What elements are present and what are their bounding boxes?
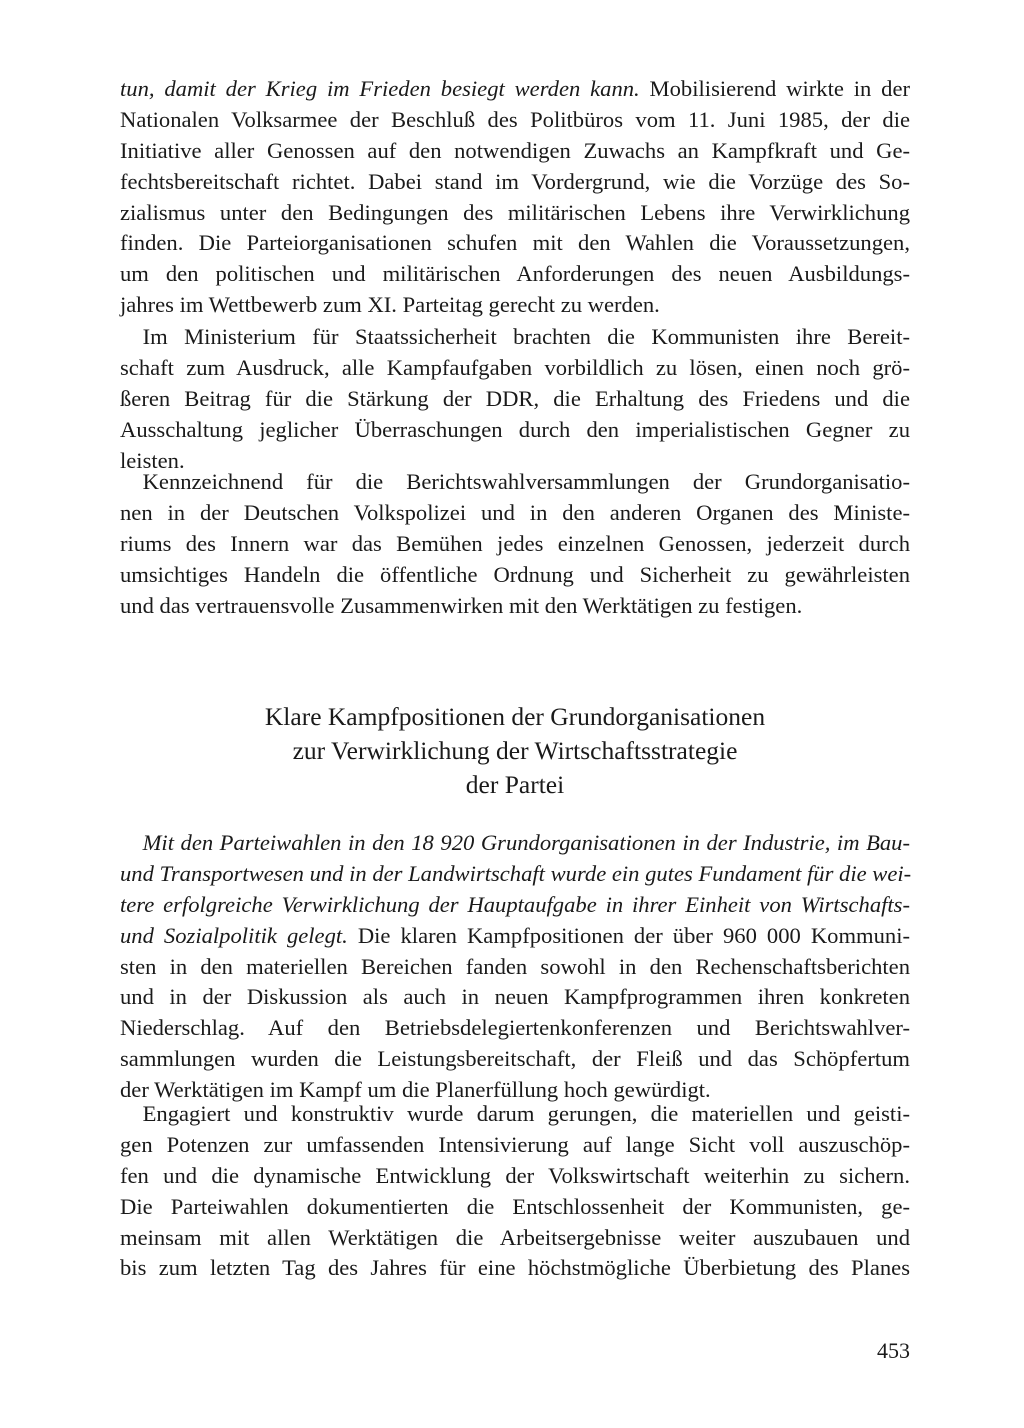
- paragraph-section-intro: [120, 828, 910, 1106]
- text-line: und das vertrauensvolle Zusammenwirken mit den Werktätigen zu festigen.: [120, 592, 803, 618]
- heading-line: zur Verwirklichung der Wirtschaftsstrategie: [292, 736, 738, 765]
- text-line: sammlungen wurden die Leistungsbereitschaft, der Fleiß und das Schöpfertum: [120, 1046, 910, 1072]
- text-line: Ausschaltung jeglicher Überraschungen durch den imperialistischen Gegner zu: [120, 416, 910, 442]
- text-line: riums des Innern war das Bemühen jedes einzelnen Genossen, jederzeit durch: [120, 530, 910, 556]
- text-line: sten in den materiellen Bereichen fanden sowohl in den Rechenschaftsberichten: [120, 953, 910, 979]
- text-line: Mit den Parteiwahlen in den 18 920 Grundorganisationen in der Industrie, im Bau-: [120, 830, 910, 855]
- text-line: jahres im Wettbewerb zum XI. Parteitag gerecht zu werden.: [120, 292, 660, 318]
- text-line: um den politischen und militärischen Anforderungen des neuen Ausbildungs-: [120, 261, 910, 287]
- text-line: Engagiert und konstruktiv wurde darum gerungen, die materiellen und geisti-: [120, 1101, 910, 1126]
- text-line: zialismus unter den Bedingungen des militärischen Lebens ihre Verwirklichung: [120, 199, 910, 225]
- text-line: Niederschlag. Auf den Betriebsdelegiertenkonferenzen und Berichtswahlver-: [120, 1015, 910, 1041]
- paragraph-volkspolizei: [120, 467, 910, 621]
- text-line: und Transportwesen und in der Landwirtschaft wurde ein gutes Fundament für die wei-: [120, 860, 912, 886]
- heading-line: Klare Kampfpositionen der Grundorganisationen: [264, 702, 766, 731]
- text-line: Initiative aller Genossen auf den notwendigen Zuwachs an Kampfkraft und Ge-: [120, 137, 910, 163]
- text-line: fen und die dynamische Entwicklung der Volkswirtschaft weiterhin zu sichern.: [120, 1162, 910, 1188]
- text-line: und Sozialpolitik gelegt. Die klaren Kampfpositionen der über 960 000 Kommuni-: [120, 922, 910, 948]
- text-line: leisten.: [120, 447, 185, 473]
- page-number: 453: [877, 1338, 910, 1363]
- text-line: Nationalen Volksarmee der Beschluß des Politbüros vom 11. Juni 1985, der die: [120, 106, 910, 132]
- text-line: gen Potenzen zur umfassenden Intensivierung auf lange Sicht voll auszuschöp-: [120, 1131, 910, 1157]
- text-line: nen in der Deutschen Volkspolizei und in den anderen Organen des Ministe-: [120, 499, 910, 525]
- paragraph-nva: [120, 74, 910, 321]
- text-line: der Werktätigen im Kampf um die Planerfüllung hoch gewürdigt.: [120, 1077, 711, 1103]
- text-line: schaft zum Ausdruck, alle Kampfaufgaben vorbildlich zu lösen, einen noch grö-: [120, 354, 910, 380]
- text-line: umsichtiges Handeln die öffentliche Ordnung und Sicherheit zu gewährleisten: [120, 561, 910, 587]
- text-line: ßeren Beitrag für die Stärkung der DDR, die Erhaltung des Friedens und die: [120, 385, 910, 411]
- text-line: fechtsbereitschaft richtet. Dabei stand im Vordergrund, wie die Vorzüge des So-: [120, 168, 910, 194]
- section-heading: [120, 700, 910, 802]
- text-line: und in der Diskussion als auch in neuen Kampfprogrammen ihren konkreten: [120, 984, 910, 1010]
- heading-line: der Partei: [465, 770, 565, 799]
- text-line: bis zum letzten Tag des Jahres für eine höchstmögliche Überbietung des Planes: [120, 1255, 910, 1281]
- paragraph-mfs: [120, 322, 910, 476]
- paragraph-engagiert: [120, 1099, 910, 1284]
- text-line: tun, damit der Krieg im Frieden besiegt werden kann. Mobilisierend wirkte in der: [120, 76, 910, 101]
- text-line: Die Parteiwahlen dokumentierten die Entschlossenheit der Kommunisten, ge-: [120, 1193, 910, 1219]
- text-line: finden. Die Parteiorganisationen schufen mit den Wahlen die Voraussetzungen,: [120, 230, 910, 256]
- text-line: tere erfolgreiche Verwirklichung der Hauptaufgabe in ihrer Einheit von Wirtschafts-: [120, 891, 910, 917]
- text-line: Im Ministerium für Staatssicherheit brachten die Kommunisten ihre Bereit-: [120, 324, 910, 349]
- text-line: Kennzeichnend für die Berichtswahlversammlungen der Grundorganisatio-: [120, 469, 910, 494]
- text-line: meinsam mit allen Werktätigen die Arbeitsergebnisse weiter auszubauen und: [120, 1224, 910, 1250]
